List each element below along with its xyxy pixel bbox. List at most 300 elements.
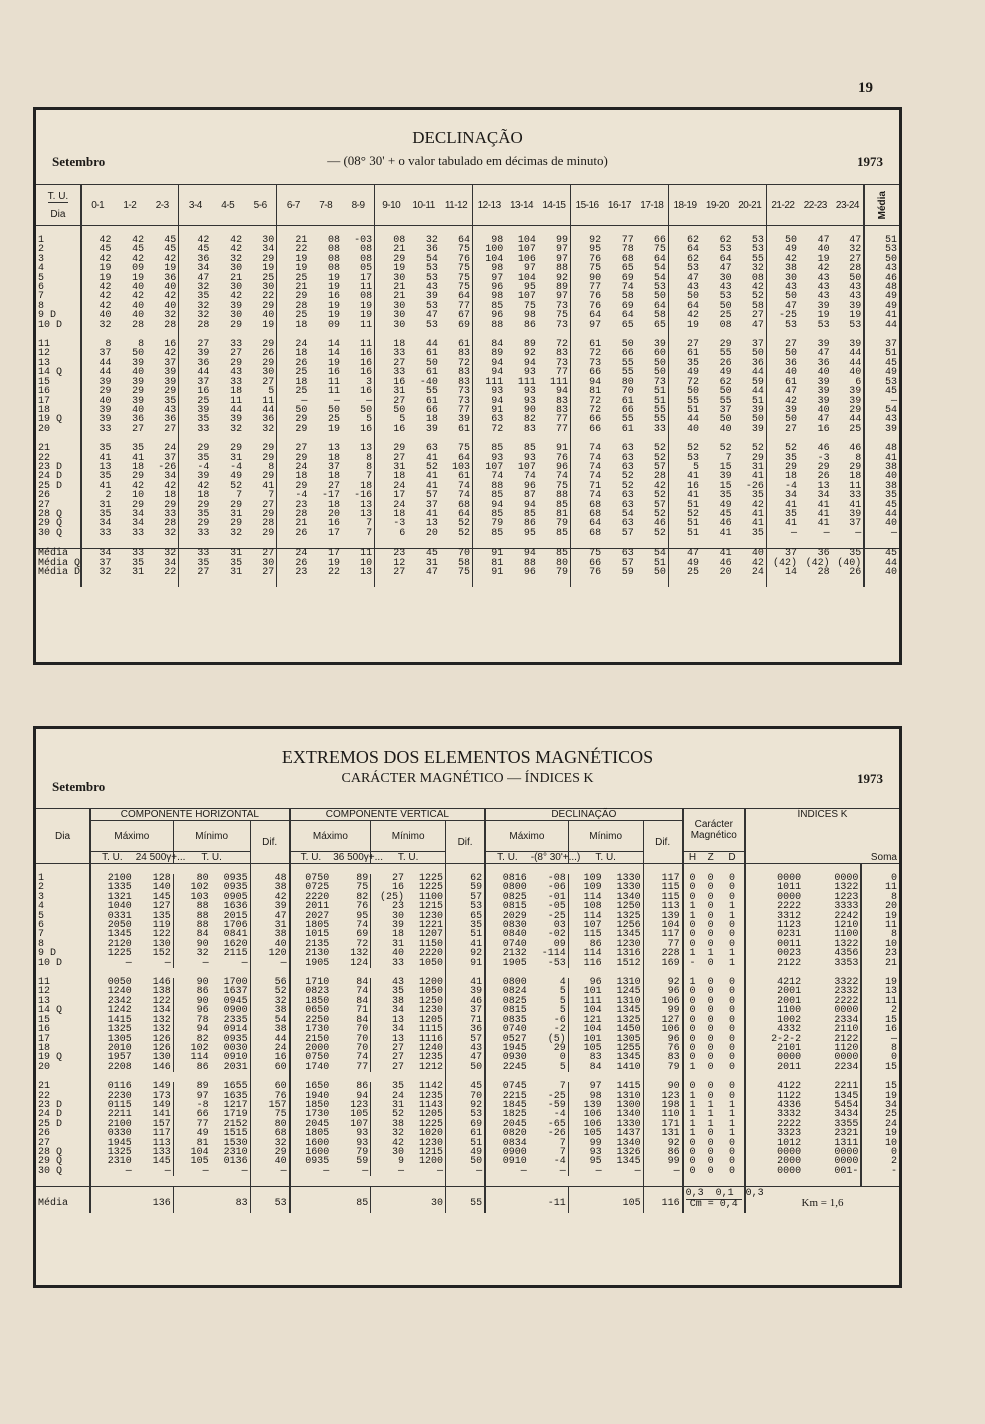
value-cell: 41 [766,519,799,528]
value-cell: 0910 [223,1052,248,1064]
value-cell: 16 [327,367,340,379]
value-cell: 93 [473,387,506,396]
day-label: 20 [38,423,51,435]
value-cell: 0 [683,940,702,949]
value-cell: 55 [621,414,634,426]
value-cell: 16 [179,387,212,396]
value-cell: 2245 [485,1063,529,1072]
value-cell: 39 [230,300,243,312]
value-cell: 0115 [90,1101,134,1110]
value-cell: -59 [547,1099,566,1111]
value-cell: 37 [81,559,114,568]
value-cell: 37 [164,357,177,369]
day-label: 7 [38,291,45,303]
value-cell: 43 [164,404,177,416]
value-cell: 98 [473,236,506,245]
value-cell: 41 [849,499,862,511]
value-cell: 19 [849,310,862,322]
value-cell: 41 [81,454,114,463]
value-cell: 90 [523,404,536,416]
value-cell: — [333,395,340,407]
value-cell: 11 [327,386,340,398]
value-cell: 30 [262,235,275,246]
day-label: 6 [38,282,45,294]
value-cell: 0935 [223,1033,248,1045]
value-cell: 18 [230,386,243,398]
value-cell: 113 [643,902,683,911]
value-cell: 41 [751,518,764,530]
value-cell: (42) [805,557,830,569]
day-label: 19 Q [38,1052,63,1064]
value-cell: 50 [446,1157,486,1166]
value-cell: 29 [849,461,862,473]
value-cell: 69 [621,272,634,284]
value-cell: 35 [864,491,899,500]
value-cell: 99 [643,1157,683,1166]
value-cell: 30 [230,282,243,294]
value-cell: 2050 [90,921,134,930]
value-cell: 47 [250,912,290,921]
value-cell: 114 [568,893,603,902]
value-cell: 51 [751,395,764,407]
value-cell: 1240 [419,1042,444,1054]
value-cell: 35 [179,559,212,568]
value-cell: 152 [152,948,171,960]
value-cell: 33 [375,368,408,377]
value-cell: 20 [719,567,732,578]
value-cell: 1225 [419,873,444,884]
value-cell: 8 [366,452,373,464]
value-cell: (40) [837,557,862,569]
value-cell: 34 [81,519,114,528]
value-cell: 1 [683,1110,702,1119]
value-cell: 46 [864,274,899,283]
value-cell: 47 [425,567,438,578]
value-cell: 119 [152,920,171,932]
value-cell: 96 [523,567,536,578]
value-cell: 1437 [616,1128,641,1140]
value-cell: 1905 [485,959,529,968]
value-cell: 29 [262,443,275,455]
value-cell: 40 [81,397,114,406]
value-cell: 28 [132,319,145,331]
value-cell: -17 [321,490,340,502]
day-row [36,1167,899,1176]
value-cell: 53 [751,244,764,256]
value-cell: 0840 [485,930,529,939]
value-cell: 3434 [834,1109,859,1121]
value-cell: — [277,397,310,406]
value-cell: 16 [371,883,406,892]
value-cell: 27 [371,1053,406,1062]
value-cell: 0 [683,1157,702,1166]
value-cell: 15 [861,1063,899,1072]
value-cell: 198 [643,1101,683,1110]
header-tu: T. U. [568,852,643,864]
value-cell: 88 [173,912,210,921]
value-cell: 16 [164,339,177,351]
day-label: 1 [38,235,45,246]
value-cell: 2150 [290,1035,332,1044]
value-cell: 103 [173,893,210,902]
value-cell: 1225 [419,1118,444,1130]
value-cell: 0 [707,1156,714,1168]
value-cell: 19 [861,1129,899,1138]
hour-header: 5-6 [253,199,267,211]
value-cell: 49 [864,368,899,377]
value-cell: 84 [356,1014,369,1026]
value-cell: 0000 [745,1148,803,1157]
value-cell: 27 [262,499,275,511]
value-cell: 41 [668,491,701,500]
value-cell: 115 [643,883,683,892]
value-cell: 0 [683,921,702,930]
value-cell: 122 [152,929,171,941]
value-cell: 32 [751,263,764,275]
value-cell: 2152 [223,1118,248,1130]
value-cell: 0000 [745,1053,803,1062]
value-cell: 0 [728,1156,735,1168]
value-cell: 0 [683,1167,702,1176]
value-cell: 1256 [616,920,641,932]
value-cell: 2242 [834,910,859,922]
value-cell: 52 [653,490,666,502]
footer-v-dif: 55 [446,1187,486,1213]
value-cell: 73 [570,359,603,368]
day-label: 19 Q [38,414,63,426]
day-label: 20 [38,1061,51,1073]
value-cell: 43 [668,283,701,292]
value-cell: 0116 [90,1082,134,1091]
value-cell: 41 [425,471,438,483]
value-cell: 97 [555,253,568,265]
day-label: 26 [38,490,51,502]
value-cell: 39 [766,406,799,415]
value-cell: 2010 [90,1044,134,1053]
value-cell: 1150 [419,938,444,950]
value-cell: 86 [173,987,210,996]
value-cell: 87 [523,490,536,502]
value-cell: 8 [366,461,373,473]
value-cell: 96 [643,987,683,996]
value-cell: 32 [230,253,243,265]
value-cell: 57 [653,499,666,511]
day-label: 12 [38,986,51,998]
value-cell: 96 [473,311,506,320]
value-cell: — [366,395,373,407]
value-cell: 75 [458,272,471,284]
value-cell: 32 [81,568,114,577]
value-cell: 18 [277,472,310,481]
value-cell: — [766,529,799,538]
value-cell: 132 [152,1014,171,1026]
value-cell: 1200 [419,1156,444,1168]
value-cell: 97 [473,274,506,283]
value-cell: 32 [173,949,210,958]
value-cell: 1 [728,1109,735,1121]
value-cell: 34 [262,244,275,256]
value-cell: 39 [864,425,899,434]
day-label: 26 [38,1128,51,1140]
value-cell: 38 [250,1006,290,1015]
value-cell: 0 [728,1014,735,1026]
value-cell: 0 [728,1165,735,1177]
value-cell: 23 [371,902,406,911]
value-cell: 37 [81,349,114,358]
value-cell: — [173,1167,210,1176]
value-cell: 29 [132,386,145,398]
value-cell: 84 [356,977,369,989]
value-cell: 1940 [290,1092,332,1101]
value-cell: 29 [230,319,243,331]
value-cell: 19 [262,263,275,275]
value-cell: 8 [855,452,862,464]
value-cell: 77 [555,423,568,435]
value-cell: 36 [179,359,212,368]
header-dia: Dia [55,830,71,842]
value-cell: 73 [555,300,568,312]
value-cell: 134 [152,1005,171,1017]
value-cell: 1230 [419,1137,444,1149]
header-d: D [720,852,745,864]
value-cell: 40 [817,404,830,416]
value-cell: 18 [327,452,340,464]
value-cell: 25 [277,368,310,377]
value-cell: 131 [643,1129,683,1138]
value-cell: 25 [277,274,310,283]
value-cell: 0935 [223,873,248,884]
value-cell: 53 [425,319,438,331]
value-cell: 2234 [834,1061,859,1073]
value-cell: 72 [570,406,603,415]
value-cell: 16 [360,386,373,398]
value-cell: 61 [446,1129,486,1138]
value-cell: -26 [158,461,177,473]
value-cell: 33 [81,529,114,538]
value-cell: 43 [817,291,830,303]
value-cell: 33 [179,549,212,559]
value-cell: 37 [751,339,764,351]
value-cell: 29 [849,404,862,416]
value-cell: 51 [653,386,666,398]
value-cell: 41 [817,518,830,530]
value-cell: 35 [371,987,406,996]
value-cell: 13 [360,508,373,520]
value-cell: 3332 [745,1110,803,1119]
value-cell: 29 [164,499,177,511]
value-cell: — [634,1165,641,1177]
value-cell: 74 [555,471,568,483]
value-cell: 43 [849,282,862,294]
value-cell: 95 [568,1157,603,1166]
value-cell: 53 [653,282,666,294]
value-cell: 36 [817,548,830,560]
value-cell: 49 [230,471,243,483]
value-cell: 128 [152,873,171,884]
value-cell: 1321 [90,893,134,902]
value-cell: — [90,959,134,968]
value-cell: 1 [707,948,714,960]
value-cell: 81 [555,508,568,520]
value-cell: 0 [683,930,702,939]
day-label: 11 [38,977,51,989]
value-cell: 73 [458,386,471,398]
value-cell: 25 [719,310,732,322]
value-cell: 132 [350,948,369,960]
value-cell: 77 [356,1061,369,1073]
value-cell: 55 [653,414,666,426]
value-cell: 61 [570,340,603,349]
value-cell: 93 [523,395,536,407]
value-cell: 1012 [745,1139,803,1148]
value-cell: 1 [683,912,702,921]
value-cell: 0816 [485,874,529,883]
value-cell: 107 [473,463,506,472]
value-cell: 74 [356,920,369,932]
header-tu: T. U. [173,852,250,864]
value-cell: 39 [81,406,114,415]
value-cell: 52 [653,508,666,520]
value-cell: 75 [356,882,369,894]
value-cell: 73 [555,319,568,331]
value-cell: 1512 [616,957,641,969]
value-cell: 5 [559,995,566,1007]
value-cell: 105 [173,1157,210,1166]
header-maximo: Máximo [90,821,173,852]
value-cell: 2211 [90,1110,134,1119]
value-cell: 38 [371,1120,406,1129]
value-cell: 92 [643,978,683,987]
value-cell: 89 [523,339,536,351]
value-cell: 27 [849,253,862,265]
value-cell: 58 [751,300,764,312]
value-cell: 63 [621,443,634,455]
value-cell: 33 [653,423,666,435]
day-label: 1 [38,873,45,884]
value-cell: 1740 [290,1063,332,1072]
header-tu: T. U. [485,852,529,864]
value-cell: 63 [621,490,634,502]
value-cell: 53 [864,378,899,387]
value-cell: 0 [683,883,702,892]
value-cell: 122 [152,995,171,1007]
value-cell: 24 [375,501,408,510]
value-cell: 1050 [419,957,444,969]
value-cell: 88 [555,490,568,502]
value-cell: 1120 [834,1042,859,1054]
day-label: 8 [38,300,45,312]
value-cell: 91 [473,549,506,559]
value-cell: 52 [458,518,471,530]
value-cell: 32 [81,321,114,330]
extremos-table [36,808,899,1213]
hour-header: 2-3 [155,199,169,211]
day-label: 23 D [38,461,63,473]
value-cell: 80 [555,557,568,569]
value-cell: 1 [683,1120,702,1129]
value-cell: 61 [425,367,438,379]
day-label: 28 Q [38,508,63,520]
value-cell: — [362,1165,369,1177]
value-cell: 104 [517,235,536,246]
value-cell: 10 [861,1139,899,1148]
value-cell: 0725 [290,883,332,892]
value-cell: 81 [173,1139,210,1148]
value-cell: 29 [817,461,830,473]
day-label: Média [38,548,69,560]
value-cell: 66 [621,404,634,416]
value-cell: 107 [350,1118,369,1130]
value-cell: 1415 [90,1016,134,1025]
value-cell: 47 [668,274,701,283]
value-cell: 1 [728,1099,735,1111]
day-label: 4 [38,901,45,913]
value-cell: 74 [458,480,471,492]
header-indices-k: ÍNDICES K [745,809,899,821]
value-cell: 59 [621,567,634,578]
value-cell: 16 [250,1053,290,1062]
value-cell: 94 [173,1025,210,1034]
value-cell: 39 [458,414,471,426]
value-cell: 21 [861,959,899,968]
value-cell: 5 [559,1061,566,1073]
value-cell: 0 [728,873,735,884]
value-cell: 123 [350,1099,369,1111]
value-cell: 24 [250,1044,290,1053]
value-cell: 29 [179,444,212,453]
value-cell: — [371,1167,406,1176]
value-cell: 41 [425,480,438,492]
value-cell: 81 [570,387,603,396]
value-cell: 96 [568,978,603,987]
value-cell: 13 [360,443,373,455]
value-cell: 11 [230,395,243,407]
value-cell: 77 [555,367,568,379]
value-cell: 1015 [290,930,332,939]
value-cell: 1325 [90,1148,134,1157]
value-cell: 29 [277,292,310,301]
value-cell: 34 [164,557,177,569]
value-cell: 2011 [745,1063,803,1072]
value-cell: 42 [132,235,145,246]
value-cell: 19 [81,264,114,273]
value-cell: 39 [81,415,114,424]
value-cell: 27 [262,567,275,578]
value-cell: 1212 [419,1061,444,1073]
value-cell: 0 [728,1081,735,1093]
value-cell: 30 [230,310,243,322]
value-cell: 2130 [290,949,332,958]
value-cell: 0930 [485,1053,529,1062]
value-cell: 55 [719,395,732,407]
header-tu: T. U. [47,190,69,202]
value-cell: 0 [683,1035,702,1044]
hour-header: 17-18 [640,199,664,211]
value-cell: 106 [643,997,683,1006]
value-cell: 29 [375,255,408,264]
value-cell: 1221 [419,920,444,932]
value-cell: -05 [547,901,566,913]
value-cell: 1235 [419,1052,444,1064]
value-cell: 42 [230,244,243,256]
value-cell: 16 [668,482,701,491]
value-cell: 63 [621,499,634,511]
value-cell: 75 [458,567,471,578]
value-cell: 82 [173,1035,210,1044]
value-cell: 94 [523,357,536,369]
value-cell: 75 [458,244,471,256]
value-cell: 33 [81,425,114,434]
